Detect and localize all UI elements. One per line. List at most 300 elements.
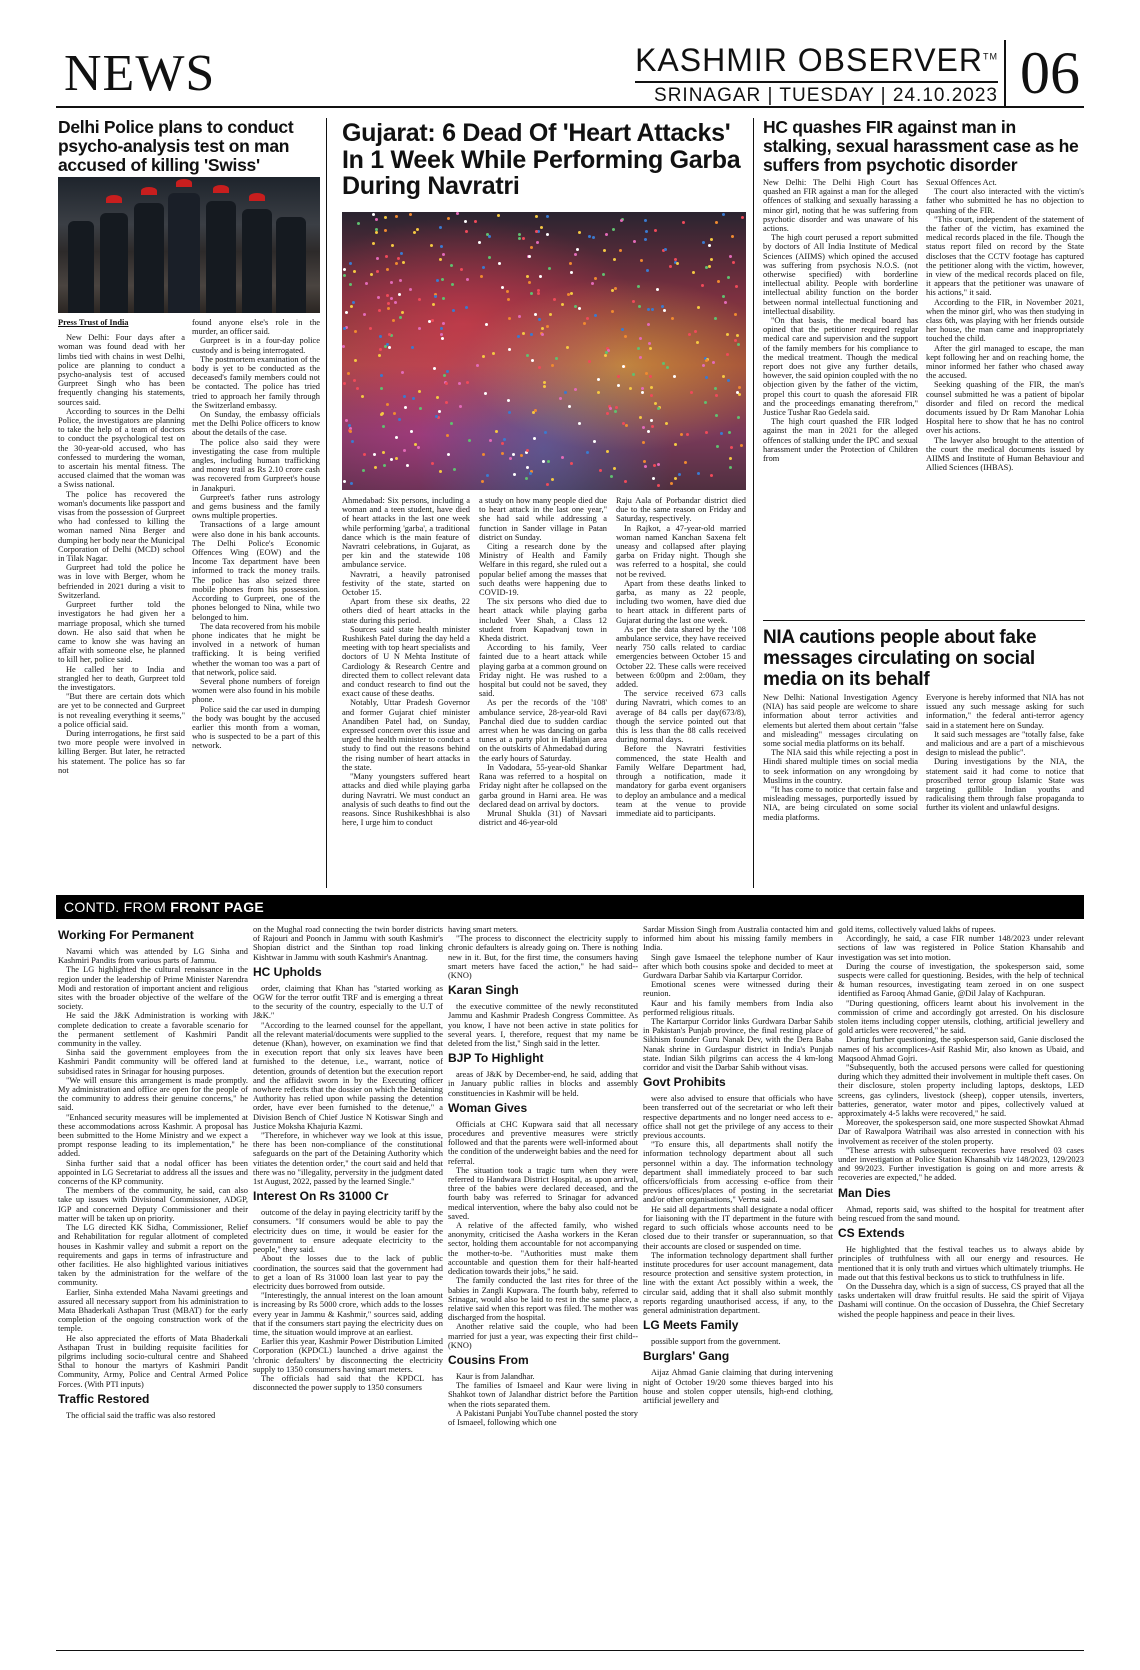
crowd-dot [674, 477, 677, 480]
crowd-dot [397, 257, 400, 260]
crowd-dot [643, 460, 646, 463]
crowd-dot [431, 462, 434, 465]
crowd-dot [497, 214, 500, 217]
crowd-dot [353, 379, 356, 382]
crowd-dot [611, 289, 614, 292]
brand-rule [635, 81, 998, 83]
crowd-dot [374, 466, 377, 469]
footer-rule [56, 1650, 1084, 1651]
crowd-dot [508, 317, 511, 320]
crowd-dot [543, 385, 546, 388]
crowd-dot [578, 231, 581, 234]
crowd-dot [375, 228, 378, 231]
crowd-dot [727, 379, 730, 382]
crowd-dot [507, 399, 510, 402]
crowd-dot [372, 213, 375, 216]
crowd-dot [418, 327, 421, 330]
column-divider [753, 118, 754, 888]
crowd-dot [539, 275, 542, 278]
crowd-dot [509, 457, 512, 460]
crowd-dot [653, 464, 656, 467]
crowd-dot [369, 327, 372, 330]
crowd-dot [619, 249, 622, 252]
crowd-dot [541, 327, 544, 330]
crowd-dot [387, 307, 390, 310]
crowd-dot [343, 274, 346, 277]
crowd-dot [649, 347, 652, 350]
crowd-dot [543, 381, 546, 384]
crowd-dot [395, 262, 398, 265]
crowd-dot [450, 422, 453, 425]
crowd-dot [503, 438, 506, 441]
crowd-dot [640, 259, 643, 262]
crowd-dot [641, 391, 644, 394]
crowd-dot [365, 282, 368, 285]
subhead: Working For Permanent [58, 928, 194, 942]
byline: Press Trust of India [58, 318, 129, 327]
crowd-dot [632, 300, 635, 303]
crowd-dot [722, 213, 725, 216]
crowd-dot [561, 456, 564, 459]
crowd-dot [465, 306, 468, 309]
crowd-dot [732, 261, 735, 264]
crowd-dot [403, 395, 406, 398]
crowd-dot [701, 284, 704, 287]
crowd-dot [551, 364, 554, 367]
crowd-dot [412, 397, 415, 400]
crowd-dot [546, 215, 549, 218]
crowd-dot [391, 244, 394, 247]
crowd-dot [542, 460, 545, 463]
contd-col-5: gold items, collectively valued lakhs of rupees. Accordingly, he said, a case FIR number 148/2023 under relevant sections of law was registered in Police Station Khansahib and investigation was set into motion. During the course of investigation, the spokesperson said, some suspects were called for questioning. Besides, with the help of technical & human resources, investigating team zeroed in on one suspect identified as Farooq Ahmad Ganie, @Dil Jalay of Kachpuran. "During questioning, officers learnt about his involvement in the commission of crime and accordingly got arrested. On his disclosure stolen items including copper utensils, clothing, artificial jewellery and gold articles were recovered," he said. During further questioning, the spokesperson said, Ganie disclosed the names of his accomplices-Asif Rashid Mir, also known as Ubaid, and Maqsood Ahmad Gojri. "Subsequently, both the accused persons were called for questioning during which they admitted their involvement in multiple theft cases. On their disclosure, stolen property including laptops, desktops, LED screens, gas cylinders, livestock (sheep), copper utensils, inverters, batteries, generator, water motor and pipes, collectively valued at approximately 4-5 lakhs were recovered," he said. Moreover, the spokesperson said, one more suspected Showkat Ahmad Dar of Rawalpora Watrihail was also arrested in connection with his involvement as receiver of the stolen property. "These arrests with subsequent recoveries have resolved 03 cases under investigation at Police Station Khansahib viz 148/2023, 129/2023 and 99/2023. Further investigation is going on and more arrests & recoveries are expected," he added. Man Dies Ahmad, reports said, was shifted to the hospital for treatment after being rescued from the sand mound. CS Extends He highlighted that the festival teaches us to always abide by principles of truthfulness with all our energy and resources. He mentioned that it is only truth and virtues which ultimately triumphs. He made out that this festival beckons us to stick to truthfulness in life. On the Dussehra day, which is a sign of success, CS prayed that all the tasks undertaken will draw fruitful results. He said the spirit of Vijaya Dashami will continue. On the occasion of Dussehra, the Chief Secretary wished the people happiness and peace in their lives. [838, 925, 1084, 1319]
crowd-dot [522, 332, 525, 335]
crowd-dot [642, 426, 645, 429]
crowd-dot [576, 248, 579, 251]
crowd-dot [624, 335, 627, 338]
crowd-dot [639, 356, 642, 359]
crowd-dot [574, 305, 577, 308]
crowd-dot [625, 424, 628, 427]
crowd-dot [445, 401, 448, 404]
crowd-dot [384, 345, 387, 348]
crowd-dot [379, 348, 382, 351]
crowd-dot [676, 262, 679, 265]
crowd-dot [379, 335, 382, 338]
subhead: Cousins From [448, 1352, 529, 1367]
crowd-dot [729, 466, 732, 469]
crowd-dot [649, 375, 652, 378]
crowd-dot [373, 453, 376, 456]
crowd-dot [377, 296, 380, 299]
banner-bold: FRONT PAGE [170, 899, 265, 915]
subhead: Woman Gives [448, 1100, 528, 1115]
crowd-dot [458, 382, 461, 385]
crowd-dot [705, 431, 708, 434]
crowd-dot [392, 319, 395, 322]
crowd-dot [375, 218, 378, 221]
crowd-dot [639, 337, 642, 340]
headline-nia: NIA cautions people about fake messages circulating on social media on its behalf [763, 627, 1037, 690]
crowd-dot [363, 313, 366, 316]
headline-hc: HC quashes FIR against man in stalking, sexual harassment case as he suffers from psychotic disorder [763, 117, 1079, 175]
crowd-dot [498, 262, 501, 265]
crowd-dot [602, 273, 605, 276]
subhead: LG Meets Family [643, 1318, 739, 1333]
crowd-dot [597, 391, 600, 394]
crowd-dot [401, 371, 404, 374]
crowd-dot [382, 451, 385, 454]
crowd-dot [724, 301, 727, 304]
crowd-dot [538, 318, 541, 321]
crowd-dot [446, 434, 449, 437]
crowd-dot [605, 233, 608, 236]
crowd-dot [380, 374, 383, 377]
crowd-dot [535, 215, 538, 218]
crowd-dot [440, 245, 443, 248]
crowd-dot [574, 388, 577, 391]
crowd-dot [512, 453, 515, 456]
section-title: NEWS [64, 45, 216, 102]
crowd-dot [439, 226, 442, 229]
crowd-dot [386, 403, 389, 406]
contd-banner [56, 895, 1084, 919]
crowd-dot [536, 241, 539, 244]
crowd-dot [666, 366, 669, 369]
crowd-dot [578, 422, 581, 425]
crowd-dot [569, 262, 572, 265]
crowd-dot [588, 235, 591, 238]
crowd-dot [416, 228, 419, 231]
gujarat-col-3: Raju Aala of Porbandar district died due to the same reason on Friday and Saturday, respectively. In Rajkot, a 47-year-old married woman named Kanchan Saxena felt uneasy and collapsed after playing garba on Friday night. Though she was referred to a hospital, she could not be revived. Apart from these deaths linked to garba, as many as 22 people, including two women, have died due to heart attack in different parts of Gujarat during the last one week. As per the data shared by the '108 ambulance service, they have received nearly 750 calls related to cardiac emergencies between October 15 and October 22. These calls were received between 6:00pm and 2:00am, they added. The service received 673 calls during Navratri, which comes to an average of 84 calls per day(673/8), though the service pointed out that this is less than the 88 calls received during normal days. Before the Navratri festivities commenced, the state Health and Family Welfare Department had, through a notification, made it mandatory for garba event organisers to deploy an ambulance and a medical team at the venue to provide immediate aid to participants. [616, 496, 746, 818]
crowd-dot [657, 484, 660, 487]
delhi-col-1: Press Trust of India New Delhi: Four days after a woman was found dead with her limbs tied with chains in west Delhi, police are planning to conduct a psycho-analysis test of accused Gurpreet Singh who has been frequently changing his statements, sources said. According to sources in the Delhi Police, the investigators are planning to take the help of a team of doctors to conduct the psychological test on the 30-year-old accused, who has confessed to murdering the woman, to ascertain his mental fitness. The accused claimed that the woman was a Swiss national. The police has recovered the woman's documents like passport and visas from the possession of Gurpreet who had confessed to killing the woman named Nina Berger and dumping her body near the Municipal Corporation of Delhi (MCD) school in Tilak Nagar. Gurpreet had told the police he was in love with Berger, whom he befriended in 2021 during a visit to Switzerland. Gurpreet further told the investigators he had given her a marriage proposal, which she turned down. He also said that when he came to know she was having an affair with someone else, he planned to kill her, police said. He called her to India and strangled her to death, Gurpreet told the investigators. "But there are certain dots which are yet to be connected and Gurpreet is not revealing everything it seems," a police official said. During interrogations, he first said two more people were involved in killing Berger. But later, he retracted his statement. The police has so far not [58, 318, 185, 775]
crowd-dot [508, 348, 511, 351]
crowd-dot [518, 315, 521, 318]
crowd-dot [517, 335, 520, 338]
crowd-dot [673, 375, 676, 378]
crowd-dot [594, 314, 597, 317]
crowd-dot [696, 341, 699, 344]
crowd-dot [605, 351, 608, 354]
crowd-dot [520, 454, 523, 457]
crowd-dot [586, 317, 589, 320]
crowd-dot [409, 213, 412, 216]
gujarat-col-2: a study on how many people died due to heart attack in the last one year," she had said while addressing a function in Sander village in Patan district on Sunday. Citing a research done by the Ministry of Health and Family Welfare in this regard, she ruled out a popular belief among the masses that such deaths were happening due to COVID-19. The six persons who died due to heart attack while playing garba included Veer Shah, a Class 12 student from Kapadvanj town in Kheda district. According to his family, Veer fainted due to a heart attack while playing garba at a common ground on Friday night. He was rushed to a hospital but could not be saved, they said. As per the records of the '108' ambulance service, 28-year-old Ravi Panchal died due to sudden cardiac arrest when he was dancing on garba tunes at a party plot in Hathijan area on the outskirts of Ahmedabad during the early hours of Saturday. In Vadodara, 55-year-old Shankar Rana was referred to a hospital on Friday night after he collapsed on the garba ground in Harni area. He was declared dead on arrival by doctors. Mrunal Shukla (31) of Navsari district and 46-year-old [479, 496, 607, 828]
crowd-dot [375, 231, 378, 234]
crowd-dot [735, 285, 738, 288]
crowd-dot [727, 276, 730, 279]
crowd-dot [441, 337, 444, 340]
crowd-dot [409, 288, 412, 291]
crowd-dot [378, 309, 381, 312]
crowd-dot [716, 445, 719, 448]
crowd-dot [531, 359, 534, 362]
crowd-dot [669, 265, 672, 268]
crowd-dot [570, 292, 573, 295]
crowd-dot [664, 248, 667, 251]
crowd-dot [492, 352, 495, 355]
crowd-dot [345, 311, 348, 314]
crowd-dot [361, 395, 364, 398]
crowd-dot [717, 280, 720, 283]
crowd-dot [599, 469, 602, 472]
crowd-dot [586, 451, 589, 454]
crowd-dot [614, 287, 617, 290]
crowd-dot [349, 283, 352, 286]
subhead: Traffic Restored [58, 1391, 150, 1406]
crowd-dot [395, 457, 398, 460]
crowd-dot [734, 339, 737, 342]
crowd-dot [399, 279, 402, 282]
crowd-dot [704, 401, 707, 404]
crowd-dot [566, 346, 569, 349]
crowd-dot [434, 295, 437, 298]
crowd-dot [485, 323, 488, 326]
crowd-dot [482, 453, 485, 456]
crowd-dot [394, 301, 397, 304]
subhead: CS Extends [838, 1226, 905, 1241]
crowd-dot [593, 440, 596, 443]
crowd-dot [734, 313, 737, 316]
crowd-dot [526, 466, 529, 469]
crowd-dot [702, 364, 705, 367]
crowd-dot [594, 277, 597, 280]
crowd-dot [592, 236, 595, 239]
crowd-dot [686, 433, 689, 436]
crowd-dot [645, 372, 648, 375]
crowd-dot [526, 354, 529, 357]
crowd-dot [697, 306, 700, 309]
crowd-dot [663, 309, 666, 312]
crowd-dot [657, 463, 660, 466]
crowd-dot [731, 235, 734, 238]
crowd-dot [468, 439, 471, 442]
crowd-dot [447, 453, 450, 456]
subhead: Burglars' Gang [643, 1349, 730, 1364]
crowd-dot [390, 458, 393, 461]
crowd-dot [729, 255, 732, 258]
crowd-dot [561, 303, 564, 306]
crowd-dot [386, 294, 389, 297]
headline-delhi: Delhi Police plans to conduct psycho-analysis test on man accused of killing 'Swiss' [58, 117, 294, 175]
crowd-dot [647, 308, 650, 311]
crowd-dot [535, 230, 538, 233]
crowd-dot [522, 237, 525, 240]
crowd-dot [362, 469, 365, 472]
crowd-dot [465, 230, 468, 233]
crowd-dot [715, 394, 718, 397]
brand-name: KASHMIR OBSERVER™ [635, 42, 998, 78]
nia-col-1: New Delhi: National Investigation Agency (NIA) has said people are welcome to share information about terror activities and elements but alerted them about certain "false and misleading" messages circulating on some social media platforms on its behalf. The NIA said this while rejecting a post in Hindi shared multiple times on social media to seek information on any wrongdoing by Muslims in the country. "It has come to notice that certain false and misleading messages, purportedly issued by NIA, are being circulated on some social media platforms. [763, 693, 918, 822]
crowd-dot [481, 480, 484, 483]
crowd-dot [390, 281, 393, 284]
crowd-dot [644, 238, 647, 241]
crowd-dot [624, 480, 627, 483]
dateline: SRINAGAR | TUESDAY | 24.10.2023 [654, 85, 998, 106]
crowd-dot [650, 394, 653, 397]
crowd-dot [380, 387, 383, 390]
crowd-dot [342, 345, 345, 348]
crowd-dot [559, 397, 562, 400]
story-divider [763, 620, 1085, 621]
crowd-dot [351, 440, 354, 443]
crowd-dot [606, 450, 609, 453]
crowd-dot [549, 313, 552, 316]
crowd-dot [501, 442, 504, 445]
crowd-dot [737, 416, 740, 419]
crowd-dot [702, 241, 705, 244]
crowd-dot [537, 292, 540, 295]
crowd-dot [678, 473, 681, 476]
crowd-dot [466, 381, 469, 384]
crowd-dot [447, 217, 450, 220]
crowd-dot [736, 391, 739, 394]
crowd-dot [726, 333, 729, 336]
crowd-dot [349, 262, 352, 265]
crowd-dot [372, 242, 375, 245]
crowd-dot [474, 220, 477, 223]
crowd-dot [741, 216, 744, 219]
crowd-dot [343, 268, 346, 271]
crowd-dot [378, 354, 381, 357]
crowd-dot [488, 256, 491, 259]
police-photo [58, 177, 320, 313]
gujarat-col-1: Ahmedabad: Six persons, including a woman and a teen student, have died of heart attacks in the last one week while performing 'garba', a traditional dance which is the main feature of Navratri celebrations, in Gujarat, as per kin and the statewide 108 ambulance service. Navratri, a heavily patronised festivity of the state, started on October 15. Apart from these six deaths, 22 others died of heart attacks in the state during this period. Sources said state health minister Rushikesh Patel during the day held a meeting with top heart specialists and doctors of U N Mehta Institute of Cardiology & Research Centre and directed them to collect relevant data and conduct research to find out the exact cause of these deaths. Notably, Uttar Pradesh Governor and former Gujarat chief minister Anandiben Patel had, on Sunday, expressed concern over this issue and urged the health minister to conduct a study to find out the reasons behind the rising number of heart attacks in the state. "Many youngsters suffered heart attacks and died while playing garba during Navratri. We must conduct an analysis of such deaths to find out the reasons. Since Rushikeshbhai is also here, I urge him to conduct [342, 496, 470, 828]
crowd-dot [390, 297, 393, 300]
crowd-dot [443, 374, 446, 377]
crowd-dot [393, 412, 396, 415]
crowd-dot [651, 425, 654, 428]
crowd-dot [656, 288, 659, 291]
crowd-dot [411, 346, 414, 349]
crowd-dot [541, 333, 544, 336]
crowd-dot [395, 436, 398, 439]
crowd-dot [384, 229, 387, 232]
crowd-dot [637, 285, 640, 288]
crowd-dot [705, 376, 708, 379]
crowd-dot [452, 309, 455, 312]
crowd-dot [620, 219, 623, 222]
crowd-dot [714, 387, 717, 390]
crowd-dot [486, 474, 489, 477]
crowd-dot [729, 457, 732, 460]
crowd-dot [645, 230, 648, 233]
crowd-dot [442, 253, 445, 256]
subhead: Govt Prohibits [643, 1075, 726, 1090]
crowd-dot [632, 373, 635, 376]
crowd-dot [574, 253, 577, 256]
crowd-dot [546, 233, 549, 236]
crowd-dot [617, 375, 620, 378]
crowd-dot [637, 347, 640, 350]
contd-col-1: Working For Permanent Navami which was attended by LG Sinha and Kashmiri Pandits from various parts of Jammu. The LG highlighted the cultural renaissance in the region under the leadership of Prime Minister Narendra Modi and restoration of important ancient and religious sites with the broader objective of the welfare of the society. He said the J&K Administration is working with complete dedication to create a favorable scenario for the permanent settlement of Kashmiri Pandit community in the valley. Sinha said the government employees from the Kashmiri Pandit community will be offered land at subsidised rates in Srinagar for housing purposes. "We will ensure this arrangement is made promptly. My administration and office are open for the people of the community to address their genuine concerns," he said. "Enhanced security measures will be implemented at these accommodations across Kashmir. A proposal has been submitted to the Home Ministry and we expect a prompt response leading to its implementation," he added. Sinha further said that a nodal officer has been appointed in LG Secretariat to address all the issues and concerns of the KP community. The members of the community, he said, can also take up issues with Divisional Commissioner, ADGP, IGP and concerned Deputy Commissioner and their matter will be taken up on priority. The LG directed KK Sidha, Commissioner, Relief and Rehabilitation for regular allotment of completed houses in Kashmir valley and submit a report on the requirements and gaps in terms of infrastructure and other facilities. He also highlighted various initiatives taken by the administration for the welfare of the community. Earlier, Sinha extended Maha Navami greetings and assured all necessary support from his administration to Mata Bhaderkali Asthapan Trust (MBAT) for the early completion of the ongoing construction work of the temple. He also appreciated the efforts of Mata Bhaderkali Asthapan Trust in building requisite facilities for pilgrims including socio-cultural centre and Shaheed Sthal to honour the martyrs of Kashmiri Pandit Community, Army, Police and Central Armed Police Forces. (With PTI inputs) Traffic Restored The official said the traffic was also restored [58, 928, 248, 1420]
crowd-dot [501, 452, 504, 455]
crowd-dot [588, 360, 591, 363]
crowd-dot [357, 222, 360, 225]
subhead: Man Dies [838, 1185, 891, 1200]
crowd-dot [644, 219, 647, 222]
crowd-dot [642, 441, 645, 444]
crowd-dot [720, 432, 723, 435]
crowd-dot [606, 412, 609, 415]
crowd-dot [382, 425, 385, 428]
crowd-dot [674, 443, 677, 446]
crowd-dot [564, 391, 567, 394]
crowd-dot [343, 382, 346, 385]
crowd-dot [384, 216, 387, 219]
crowd-dot [730, 446, 733, 449]
crowd-dot [611, 310, 614, 313]
masthead [56, 40, 1084, 108]
crowd-dot [383, 464, 386, 467]
crowd-dot [737, 343, 740, 346]
crowd-dot [453, 468, 456, 471]
crowd-dot [484, 392, 487, 395]
crowd-dot [688, 333, 691, 336]
crowd-dot [354, 359, 357, 362]
crowd-dot [476, 364, 479, 367]
crowd-dot [705, 359, 708, 362]
trademark: TM [983, 51, 998, 62]
banner-prefix: CONTD. FROM [64, 899, 167, 915]
crowd-dot [547, 460, 550, 463]
crowd-dot [526, 449, 529, 452]
crowd-dot [507, 298, 510, 301]
crowd-dot [650, 419, 653, 422]
crowd-dot [432, 303, 435, 306]
crowd-dot [548, 267, 551, 270]
crowd-dot [591, 282, 594, 285]
contd-col-4: Sardar Mission Singh from Australia contacted him and informed him about his missing family members in India. Singh gave Ismaeel the telephone number of Kaur after which both cousins spoke and decided to meet at Gurdwara Darbar Sahib via Kartarpur Corridor. Emotional scenes were witnessed during their reunion. Kaur and his family members from India also performed religious rituals. The Kartarpur Corridor links Gurdwara Darbar Sahib in Pakistan's Punjab province, the final resting place of Sikhism founder Guru Nanak Dev, with the Dera Baba Nanak shrine in Gurdaspur district in India's Punjab state. Indian Sikh pilgrims can access the 4 km-long corridor and visit the Darbar Sahib without visas. Govt Prohibits were also advised to ensure that officials who have been transferred out of the secretariat or who left their respective departments and no longer need access to e-office shall not get the privilege of any access to their previous accounts. "To ensure this, all departments shall notify the information technology department about all such personnel within a day. The information technology department shall immediately proceed to bar such officers/officials from accessing e-office from their previous offices/places of posting in the secretariat and/or other organisations," Verma said. He said all departments shall designate a nodal officer for liaisoning with the IT department in the future with regard to such officials whose accounts need to be closed due to their transfer or superannuation, so that their accounts are closed or suspended on time. The information technology department shall further institute procedures for user account management, data resource protection and sensitive system protection, in line with the extant Act possibly within a week, the circular said, adding that it shall also submit monthly reports regarding unauthorised access, if any, to the general administration department. LG Meets Family possible support from the government. Burglars' Gang Aijaz Ahmad Ganie claiming that during intervening night of October 19/20 some thieves barged into his house and stolen copper utensils, high-end clothing, artificial jewellery and [643, 925, 833, 1405]
nia-col-2: Everyone is hereby informed that NIA has not issued any such message asking for such information," the federal anti-terror agency said in a statement here on Sunday. It said such messages are "totally false, fake and malicious and are a part of a mischievous design to mislead the public". During investigations by the NIA, the statement said it had come to notice that proscribed terror group Islamic State was targeting gullible Indian youths and radicalising them through false propaganda to further its violent and unlawful designs. [926, 693, 1084, 813]
crowd-dot [450, 264, 453, 267]
crowd-dot [610, 475, 613, 478]
crowd-dot [352, 301, 355, 304]
crowd-dot [345, 419, 348, 422]
page-number-box [1004, 40, 1084, 108]
crowd-dot [670, 482, 673, 485]
crowd-dot [654, 229, 657, 232]
crowd-dot [399, 316, 402, 319]
crowd-dot [692, 271, 695, 274]
delhi-col-2: found anyone else's role in the murder, an officer said. Gurpreet is in a four-day police custody and is being interrogated. The postmortem examination of the body is yet to be conducted as the deceased's family members could not be contacted. The police has tried tried to approach her family through the Switzerland embassy. On Sunday, the embassy officials met the Delhi Police officers to know about the details of the case. The police also said they were investigating the case from multiple angles, including human trafficking and money trail as Rs 2.10 crore cash was recovered from Gurpreet's house in Janakpuri. Gurpreet's father runs astrology and gems business and the family owns multiple properties. Transactions of a large amount were also done in his bank accounts. The Delhi Police's Economic Offences Wing (EOW) and the Income Tax department have been informed to track the money trails. The police has also seized three mobile phones from his possession. According to Gurpreet, one of the phones belonged to Nina, while two belonged to him. The data recovered from his mobile phone indicates that he might be involved in a network of human trafficking. It is being verified whether the woman too was a part of that network, police said. Several phone numbers of foreign women were also found in his mobile phone. Police said the car used in dumping the body was bought by the accused earlier this month from a woman, who is suspected to be a part of this network. [192, 318, 320, 751]
crowd-dot [537, 289, 540, 292]
subhead: Interest On Rs 31000 Cr [253, 1189, 389, 1204]
crowd-dot [603, 249, 606, 252]
crowd-dot [441, 278, 444, 281]
crowd-dot [482, 266, 485, 269]
crowd-dot [442, 322, 445, 325]
crowd-dot [466, 278, 469, 281]
crowd-dot [376, 257, 379, 260]
crowd-dot [418, 298, 421, 301]
crowd-dot [388, 333, 391, 336]
crowd-dot [376, 270, 379, 273]
subhead: HC Upholds [253, 964, 322, 979]
hc-col-1: New Delhi: The Delhi High Court has quashed an FIR against a man for the alleged offences of stalking and sexually harassing a minor girl, noting that he was suffering from psychotic disorder and was unaware of his actions. The high court perused a report submitted by doctors of All India Institute of Medical Sciences (AIIMS) which opined the accused was suffering from psychosis N.O.S. (not otherwise specified) with borderline intellectual ability. People with borderline intellectual ability function on the border between normal intellectual functioning and intellectual disability. "On that basis, the medical board has opined that the petitioner required regular medical care and supervision and the support of the family members for his compliance to the medical treatment. Though the medical report does not give any further details, however, the said opinion coupled with the no objection given by the father of the victim, propel this court to quash the aforesaid FIR and the proceedings emanating therefrom," Justice Tushar Rao Gedela said. The high court quashed the FIR lodged against the man in 2021 for the alleged offences of stalking under the IPC and sexual harassment under the Protection of Children from [763, 178, 918, 464]
crowd-dot [518, 237, 521, 240]
crowd-dot [615, 406, 618, 409]
crowd-dot [546, 325, 549, 328]
crowd-dot [518, 233, 521, 236]
contd-col-2: on the Mughal road connecting the twin border districts of Rajouri and Poonch in Jammu with south Kashmir's Shopian district and the Sinthan top road linking Kishtwar in Jammu with south Kashmir's Anantnag. HC Upholds order, claiming that Khan has "started working as OGW for the terror outfit TRF and is emerging a threat to the security of the country, especially to the U.T of J&K." "According to the learned counsel for the appellant, all the relevant material/documents were supplied to the detenue (Khan), however, on examination we find that in execution report that only six leaves have been furnished to the detenue, i.e., warrant, notice of detention, grounds of detention but the execution report and the affidavit sworn in by the Executing officer nowhere reflects that the dossier on which the Detaining Authority has relied upon while passing the detention order, have ever been furnished to the detenue," a Division Bench of Chief Justice N Kotiswar Singh and Justice Moksha Khajuria Kazmi. "Therefore, in whichever way we look at this issue, there has been non-compliance of the constitutional safeguards on the part of the Detaining Authority which vitiates the detention order," the court said and held that there was no "illegality, perversity in the judgment dated 1st August, 2022, passed by the learned Single." Interest On Rs 31000 Cr outcome of the delay in paying electricity tariff by the consumers. "If consumers would be able to pay the electricity dues on time, it would be easier for the government to ensure adequate electricity to the people," they said. About the losses due to the lack of public coordination, the sources said that the government had to get a loan of Rs 31000 loan last year to pay the electricity dues borrowed from outside. "Interestingly, the annual interest on the loan amount is increasing by Rs 5000 crore, which adds to the losses every year in Jammu & Kashmir," sources said, adding that if the consumers start paying the electricity dues on time, the situation would improve at an earliest. Earlier this year, Kashmir Power Distribution Limited Corporation (KPDCL) launched a drive against the 'chronic defaulters' by disconnecting the electricity supply to 1350 consumers having smart meters. The officials had said that the KPDCL has disconnected the power supply to 1350 consumers [253, 925, 443, 1393]
crowd-dot [347, 372, 350, 375]
crowd-dot [401, 311, 404, 314]
crowd-dot [534, 313, 537, 316]
crowd-dot [404, 406, 407, 409]
crowd-dot [446, 370, 449, 373]
crowd-dot [350, 482, 353, 485]
